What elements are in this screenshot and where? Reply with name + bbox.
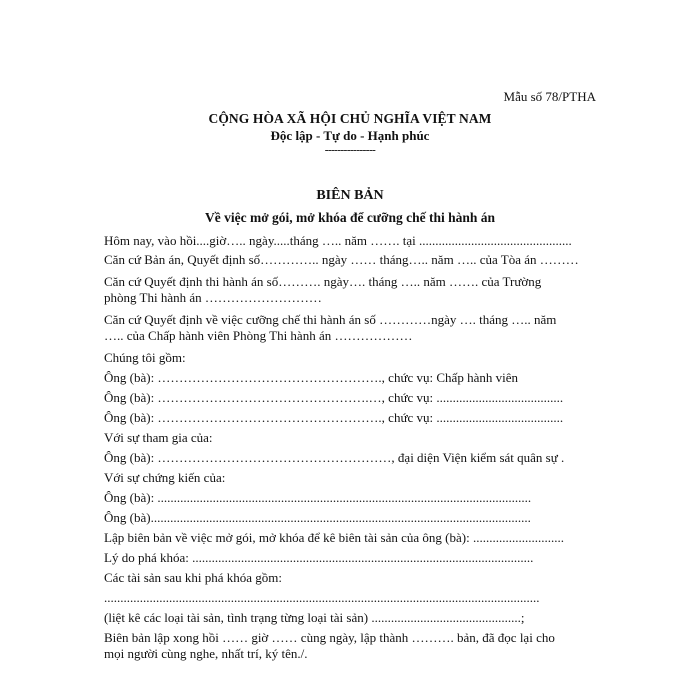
paragraph-line: mọi người cùng nghe, nhất trí, ký tên./. xyxy=(104,646,308,661)
document-paragraph xyxy=(104,430,604,446)
document-paragraph xyxy=(104,630,604,662)
document-title: BIÊN BẢN xyxy=(316,188,384,203)
paragraph-line: Ông (bà): ………………………………………………, đại diện Viện kiểm sát quân sự . xyxy=(104,450,565,465)
header-rule: ---------------- xyxy=(324,144,376,156)
document-paragraph xyxy=(104,550,604,566)
paragraph-line: ….. của Chấp hành viên Phòng Thi hành án ……………… xyxy=(104,328,413,343)
national-title: CỘNG HÒA XÃ HỘI CHỦ NGHĨA VIỆT NAM xyxy=(208,111,492,126)
paragraph-line: Ông (bà)..................................................................................................................... xyxy=(104,510,531,525)
paragraph-line: Chúng tôi gồm: xyxy=(104,350,186,365)
document-paragraph xyxy=(104,590,604,606)
document-paragraph xyxy=(104,510,604,526)
document-paragraph xyxy=(104,470,604,486)
paragraph-line: Với sự chứng kiến của: xyxy=(104,470,226,485)
paragraph-line: Hôm nay, vào hồi....giờ….. ngày.....tháng ….. năm ……. tại ............................................... xyxy=(104,233,572,248)
document-paragraph xyxy=(104,490,604,506)
document-subtitle: Về việc mở gói, mở khóa để cưỡng chế thi hành án xyxy=(204,210,496,225)
document-paragraph xyxy=(104,390,604,406)
national-motto: Độc lập - Tự do - Hạnh phúc xyxy=(270,128,430,143)
paragraph-line: Với sự tham gia của: xyxy=(104,430,213,445)
paragraph-line: Ông (bà): ……………………………………………., chức vụ: Chấp hành viên xyxy=(104,370,518,385)
document-paragraph xyxy=(104,450,604,466)
paragraph-line: Biên bản lập xong hồi …… giờ …… cùng ngày, lập thành ………. bản, đã đọc lại cho xyxy=(104,630,555,645)
document-body xyxy=(104,233,604,666)
paragraph-line: Căn cứ Quyết định về việc cưỡng chế thi hành án số …………ngày …. tháng ….. năm xyxy=(104,312,557,327)
document-paragraph xyxy=(104,252,604,268)
document-paragraph xyxy=(104,370,604,386)
paragraph-line: Căn cứ Bản án, Quyết định số………….. ngày …… tháng….. năm ….. của Tòa án ……… xyxy=(104,252,579,267)
paragraph-line: Các tài sản sau khi phá khóa gồm: xyxy=(104,570,282,585)
document-paragraph xyxy=(104,530,604,546)
paragraph-line: Lập biên bản về việc mở gói, mở khóa để kê biên tài sản của ông (bà): ............................ xyxy=(104,530,564,545)
paragraph-line: ...................................................................................................................................... xyxy=(104,590,540,605)
document-paragraph xyxy=(104,274,604,306)
document-paragraph xyxy=(104,233,604,249)
paragraph-line: Ông (bà): ………………………………………….…, chức vụ: ....................................... xyxy=(104,390,564,405)
paragraph-line: Căn cứ Quyết định thi hành án số………. ngày…. tháng ….. năm ……. của Trường xyxy=(104,274,542,289)
document-paragraph xyxy=(104,350,604,366)
document-paragraph xyxy=(104,570,604,586)
form-code: Mẫu số 78/PTHA xyxy=(503,89,596,104)
paragraph-line: phòng Thi hành án ……………………… xyxy=(104,290,322,305)
document-paragraph xyxy=(104,312,604,344)
paragraph-line: Ông (bà): ……………………………………………., chức vụ: ....................................... xyxy=(104,410,564,425)
paragraph-line: (liệt kê các loại tài sản, tình trạng từng loại tài sản) ..............................................; xyxy=(104,610,525,625)
document-paragraph xyxy=(104,610,604,626)
paragraph-line: Ông (bà): ................................................................................................................... xyxy=(104,490,532,505)
paragraph-line: Lý do phá khóa: ......................................................................................................... xyxy=(104,550,534,565)
document-paragraph xyxy=(104,410,604,426)
